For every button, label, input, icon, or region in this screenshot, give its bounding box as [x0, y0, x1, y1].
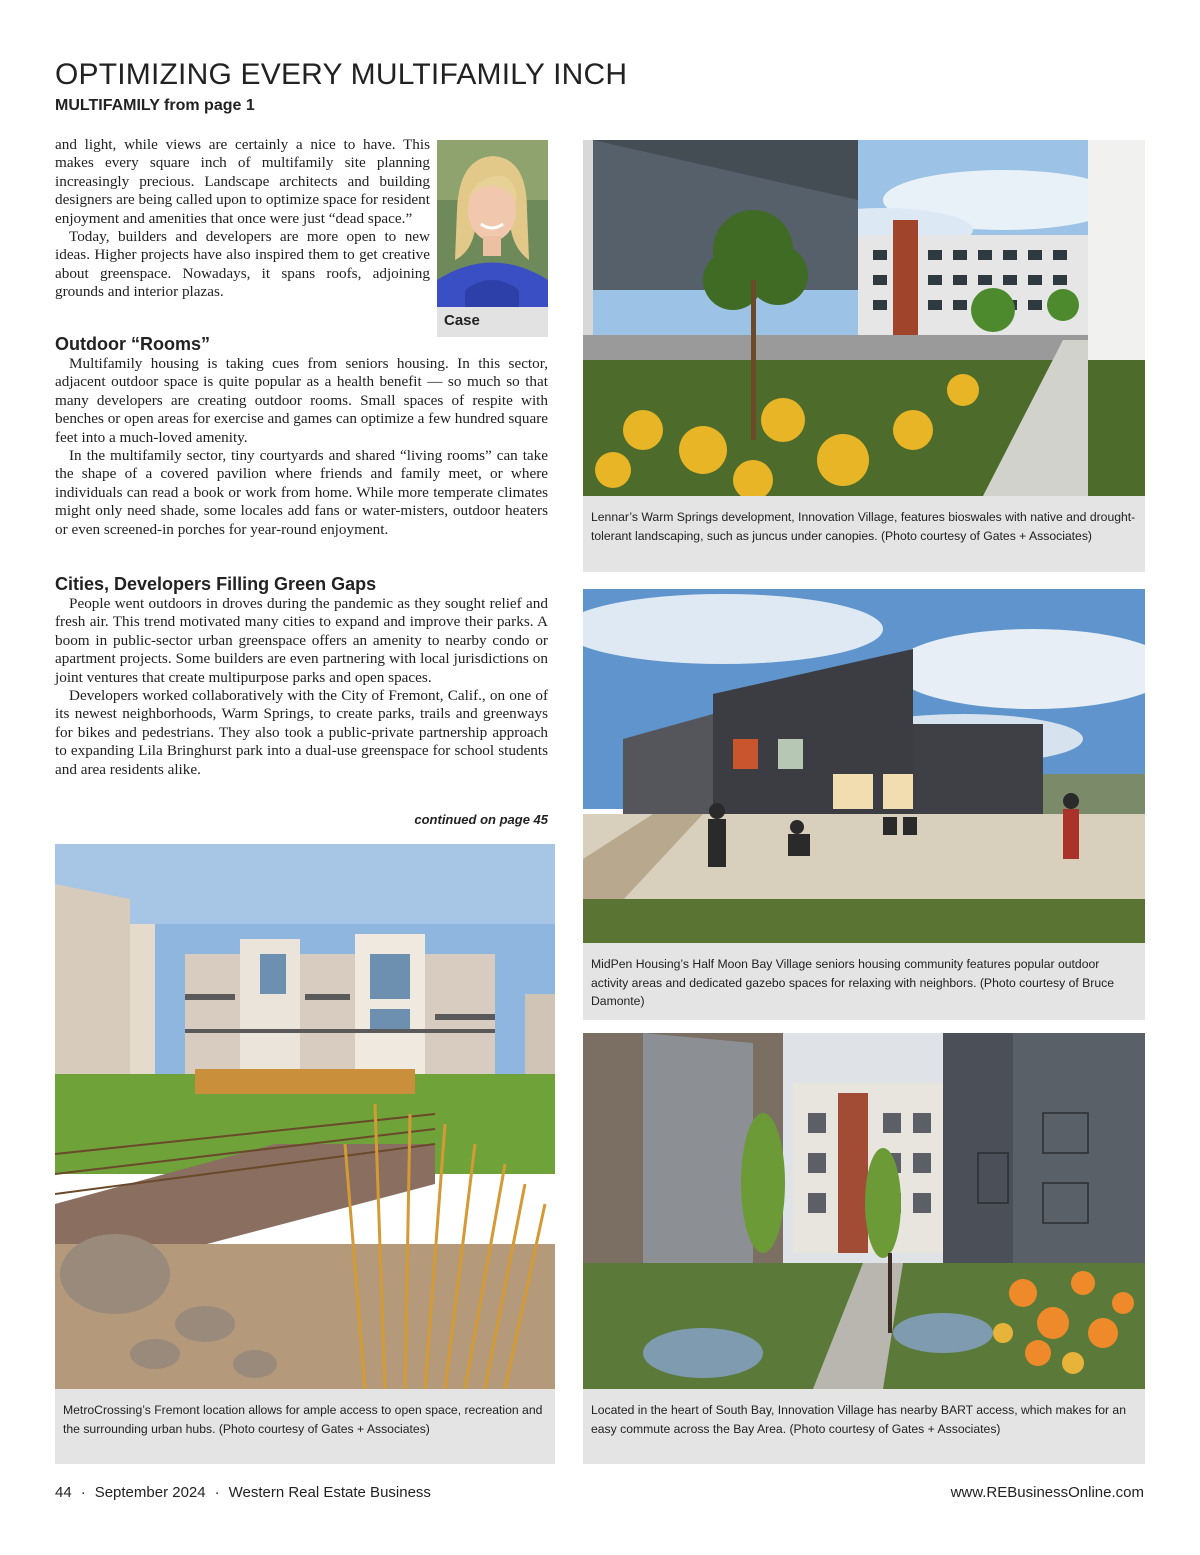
- intro-paragraph-1: and light, while views are certainly a nice to have. This makes every square inch of multifamily site planning increasingly precious. Landscape architects and building designers are being called upon to optimize space for resident enjoyment and amenities that once were just “dead space.”: [55, 136, 430, 227]
- separator: ·: [214, 1484, 220, 1501]
- body-paragraph: In the multifamily sector, tiny courtyards and shared “living rooms” can take the shape of a covered pavilion where friends and family meet, or where individuals can read a book or work from home. While more temperate climates might only need shade, some locales add fans or water-misters, outdoor heaters or even screened-in porches for year-round enjoyment.: [55, 447, 548, 538]
- footer-left: [55, 1484, 431, 1501]
- section-heading: Outdoor “Rooms”: [55, 334, 210, 354]
- intro-text: [55, 136, 430, 302]
- page-number: 44: [55, 1484, 72, 1501]
- photo-half-moon-bay: [583, 589, 1145, 943]
- section-green-gaps: [55, 574, 548, 779]
- photo-caption: Lennar’s Warm Springs development, Innovation Village, features bioswales with native and drought-tolerant landscaping, such as juncus under canopies. (Photo courtesy of Gates + Associates): [583, 496, 1145, 572]
- publication-name: Western Real Estate Business: [228, 1484, 431, 1501]
- photo-innovation-village: [583, 1033, 1145, 1389]
- body-paragraph: People went outdoors in droves during the pandemic as they sought relief and fresh air. This trend motivated many cities to expand and improve their parks. A boom in public-sector urban greenspace offers an amenity to nearby condo or apartment projects. Some builders are even partnering with local jurisdictions on joint ventures that create multipurpose parks and open spaces.: [55, 595, 548, 686]
- photo-caption: MidPen Housing’s Half Moon Bay Village seniors housing community features popular outdoor activity areas and dedicated gazebo spaces for relaxing with neighbors. (Photo courtesy of Bruce Damonte): [583, 943, 1145, 1020]
- body-paragraph: Multifamily housing is taking cues from seniors housing. In this sector, adjacent outdoor space is quite popular as a health benefit — so much so that many developers are creating outdoor rooms. Small spaces of respite with benches or open areas for exercise and games can optimize a few hundred square feet into a much-loved amenity.: [55, 355, 548, 446]
- page-title: OPTIMIZING EVERY MULTIFAMILY INCH: [55, 58, 628, 91]
- portrait-caption: Case: [437, 307, 548, 337]
- continued-line: continued on page 45: [414, 812, 548, 827]
- author-portrait: [437, 140, 548, 307]
- issue-date: September 2024: [94, 1484, 206, 1501]
- photo-metrocrossing: [55, 844, 555, 1389]
- website-link[interactable]: www.REBusinessOnline.com: [950, 1484, 1144, 1501]
- separator: ·: [80, 1484, 86, 1501]
- jump-line: MULTIFAMILY from page 1: [55, 97, 255, 114]
- photo-caption: Located in the heart of South Bay, Innovation Village has nearby BART access, which makes for an easy commute across the Bay Area. (Photo courtesy of Gates + Associates): [583, 1389, 1145, 1464]
- section-heading: Cities, Developers Filling Green Gaps: [55, 574, 377, 594]
- photo-warm-springs: [583, 140, 1145, 496]
- intro-paragraph-2: Today, builders and developers are more open to new ideas. Higher projects have also inspired them to get creative about greenspace. Nowadays, it spans roofs, adjoining grounds and interior plazas.: [55, 228, 430, 301]
- photo-caption: MetroCrossing’s Fremont location allows for ample access to open space, recreation and the surrounding urban hubs. (Photo courtesy of Gates + Associates): [55, 1389, 555, 1464]
- body-paragraph: Developers worked collaboratively with the City of Fremont, Calif., on one of its newest neighborhoods, Warm Springs, to create parks, trails and greenways for bikes and pedestrians. They also took a public-private partnership approach to expanding Lila Bringhurst park into a dual-use greenspace for school students and area residents alike.: [55, 687, 548, 778]
- section-outdoor-rooms: [55, 334, 548, 539]
